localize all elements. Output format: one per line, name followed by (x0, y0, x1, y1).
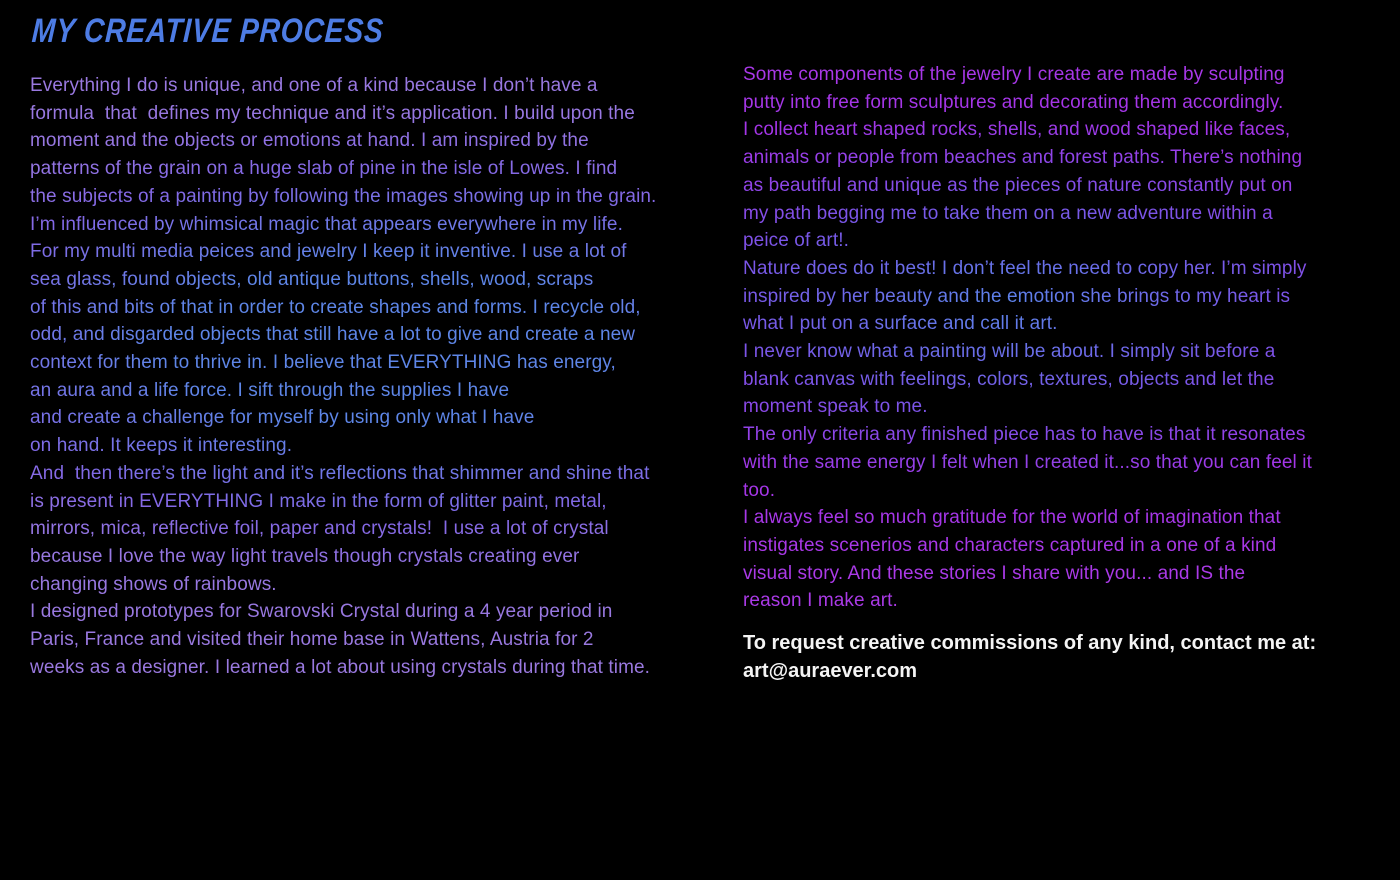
text-line: too. (743, 479, 776, 501)
text-line: weeks as a designer. I learned a lot about using crystals during that time. (30, 656, 651, 678)
page-title: MY CREATIVE PROCESS (30, 12, 385, 50)
text-line: I designed prototypes for Swarovski Crystal during a 4 year period in (30, 601, 613, 623)
text-line: visual story. And these stories I share with you... and IS the (743, 562, 1246, 584)
text-line: moment speak to me. (743, 396, 928, 418)
text-line: For my multi media peices and jewelry I keep it inventive. I use a lot of (30, 241, 627, 263)
text-line: I never know what a painting will be about. I simply sit before a (743, 341, 1276, 363)
contact-block (743, 629, 1363, 685)
text-line: Everything I do is unique, and one of a kind because I don’t have a (30, 75, 598, 96)
text-line: To request creative commissions of any kind, contact me at: (743, 632, 1317, 654)
text-line: my path begging me to take them on a new adventure within a (743, 202, 1273, 224)
text-line: as beautiful and unique as the pieces of nature constantly put on (743, 174, 1293, 196)
text-line: patterns of the grain on a huge slab of pine in the isle of Lowes. I find (30, 158, 618, 180)
text-line: an aura and a life force. I sift through the supplies I have (30, 379, 510, 401)
text-line: animals or people from beaches and forest paths. There’s nothing (743, 147, 1303, 169)
text-line: instigates scenerios and characters captured in a one of a kind (743, 534, 1277, 556)
text-line: the subjects of a painting by following the images showing up in the grain. (30, 185, 657, 207)
text-line: Paris, France and visited their home base in Wattens, Austria for 2 (30, 629, 594, 651)
text-line: formula that defines my technique and it’s application. I build upon the (30, 102, 635, 124)
text-line: what I put on a surface and call it art. (743, 313, 1058, 335)
text-line: changing shows of rainbows. (30, 573, 277, 595)
text-line: is present in EVERYTHING I make in the form of glitter paint, metal, (30, 490, 607, 512)
right-text-column (743, 61, 1363, 615)
text-line: blank canvas with feelings, colors, textures, objects and let the (743, 368, 1275, 390)
text-line: and create a challenge for myself by using only what I have (30, 407, 535, 429)
text-line: reason I make art. (743, 590, 898, 612)
text-line: I always feel so much gratitude for the world of imagination that (743, 507, 1281, 529)
text-line: Nature does do it best! I don’t feel the need to copy her. I’m simply (743, 257, 1307, 279)
text-line: with the same energy I felt when I created it...so that you can feel it (743, 451, 1312, 473)
text-line: putty into free form sculptures and decorating them accordingly. (743, 91, 1284, 113)
text-line: because I love the way light travels though crystals creating ever (30, 545, 580, 567)
text-line: art@auraever.com (743, 660, 918, 682)
text-line: Some components of the jewelry I create are made by sculpting (743, 64, 1285, 85)
text-line: context for them to thrive in. I believe that EVERYTHING has energy, (30, 352, 616, 374)
text-line: And then there’s the light and it’s reflections that shimmer and shine that (30, 462, 650, 484)
text-line: I’m influenced by whimsical magic that appears everywhere in my life. (30, 213, 623, 235)
text-line: peice of art!. (743, 230, 849, 252)
text-line: mirrors, mica, reflective foil, paper and crystals! I use a lot of crystal (30, 518, 609, 540)
left-text-column (30, 72, 670, 681)
text-line: of this and bits of that in order to create shapes and forms. I recycle old, (30, 296, 641, 318)
text-line: odd, and disgarded objects that still have a lot to give and create a new (30, 324, 636, 346)
text-line: The only criteria any finished piece has to have is that it resonates (743, 424, 1306, 446)
text-line: I collect heart shaped rocks, shells, and wood shaped like faces, (743, 119, 1291, 141)
text-line: sea glass, found objects, old antique buttons, shells, wood, scraps (30, 268, 594, 290)
text-line: inspired by her beauty and the emotion she brings to my heart is (743, 285, 1291, 307)
text-line: on hand. It keeps it interesting. (30, 435, 293, 457)
text-line: moment and the objects or emotions at hand. I am inspired by the (30, 130, 589, 152)
